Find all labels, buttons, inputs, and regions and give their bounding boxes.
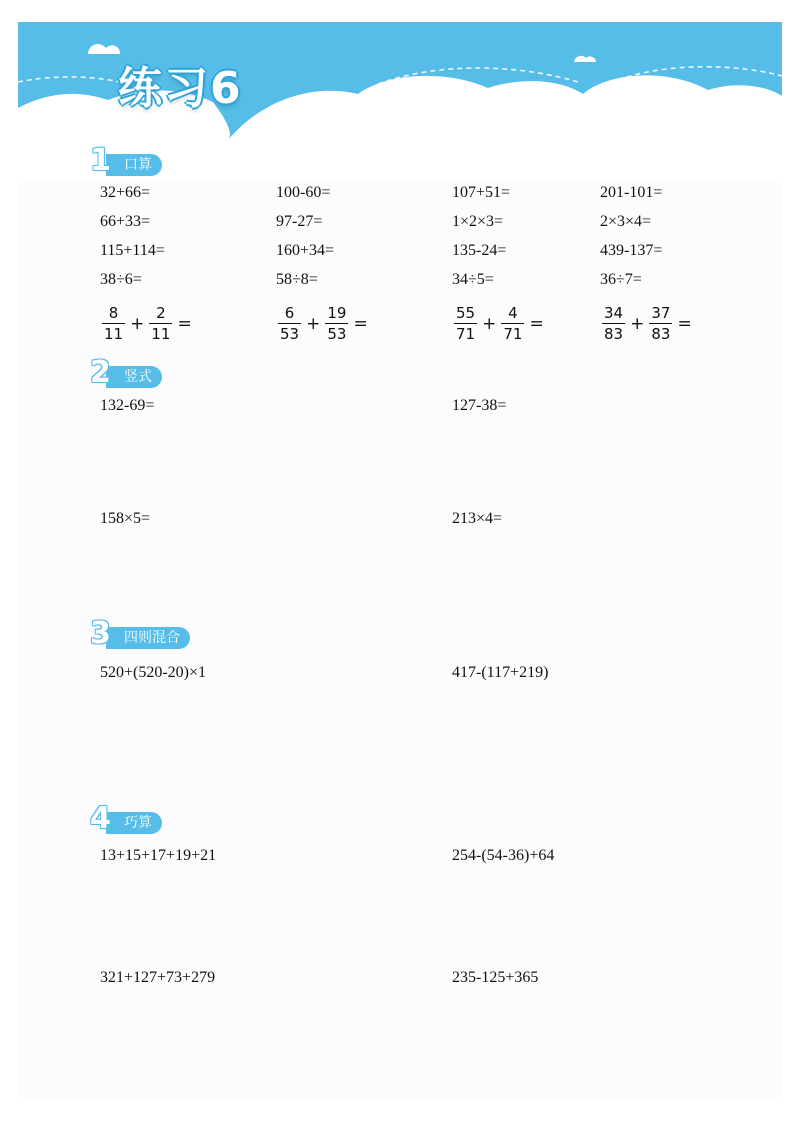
worksheet-page <box>18 22 782 1102</box>
section-3-label: 四则混合 <box>106 627 190 649</box>
fraction-problem <box>276 304 371 343</box>
problem: 135-24= <box>452 242 507 259</box>
problem: 520+(520-20)×1 <box>100 664 207 681</box>
fraction <box>501 304 524 343</box>
fraction <box>149 304 172 343</box>
fraction <box>602 304 625 343</box>
operator: + <box>482 313 497 334</box>
problem: 100-60= <box>276 184 331 201</box>
numerator: 8 <box>108 304 119 322</box>
operator: + <box>130 313 145 334</box>
problem: 321+127+73+279 <box>100 969 216 986</box>
problem: 38÷6= <box>100 271 142 288</box>
problem: 32+66= <box>100 184 151 201</box>
equals-sign: = <box>677 313 692 334</box>
problem: 58÷8= <box>276 271 318 288</box>
problem: 439-137= <box>600 242 663 259</box>
equals-sign: = <box>529 313 544 334</box>
equals-sign: = <box>177 313 192 334</box>
numerator: 37 <box>651 304 671 322</box>
denominator: 11 <box>151 325 171 343</box>
operator: + <box>630 313 645 334</box>
numerator: 34 <box>604 304 624 322</box>
fraction <box>649 304 672 343</box>
operator: + <box>306 313 321 334</box>
numerator: 55 <box>456 304 476 322</box>
numerator: 2 <box>156 304 166 322</box>
fraction <box>325 304 348 343</box>
problem: 13+15+17+19+21 <box>100 847 217 864</box>
section-2-number: 2 <box>90 355 111 390</box>
section-3-number: 3 <box>90 616 111 651</box>
problem: 34÷5= <box>452 271 494 288</box>
problem: 2×3×4= <box>600 213 652 230</box>
denominator: 71 <box>456 325 476 343</box>
problem: 132-69= <box>100 397 155 414</box>
numerator: 6 <box>284 304 295 322</box>
equals-sign: = <box>353 313 368 334</box>
problem: 235-125+365 <box>452 969 539 986</box>
section-4-number: 4 <box>90 801 111 836</box>
fraction-problem <box>452 304 547 343</box>
numerator: 19 <box>327 304 347 322</box>
fraction-problem <box>600 304 695 343</box>
fraction <box>454 304 477 343</box>
problem: 1×2×3= <box>452 213 504 230</box>
section-4-label: 巧算 <box>106 812 162 834</box>
denominator: 71 <box>503 325 523 343</box>
denominator: 53 <box>327 325 347 343</box>
section-1-number: 1 <box>90 143 111 178</box>
fraction-problem <box>100 304 195 343</box>
problem: 127-38= <box>452 397 507 414</box>
denominator: 83 <box>651 325 671 343</box>
denominator: 53 <box>280 325 300 343</box>
fraction <box>278 304 301 343</box>
problem: 417-(117+219) <box>452 664 549 681</box>
problem: 158×5= <box>100 510 151 527</box>
fraction <box>102 304 125 343</box>
page-title: 练习6 <box>118 63 243 114</box>
problem: 36÷7= <box>600 271 642 288</box>
problem: 254-(54-36)+64 <box>452 847 555 864</box>
problem: 97-27= <box>276 213 323 230</box>
denominator: 83 <box>604 325 624 343</box>
problem: 107+51= <box>452 184 511 201</box>
denominator: 11 <box>104 325 124 343</box>
problem: 66+33= <box>100 213 151 230</box>
numerator: 4 <box>508 304 518 322</box>
section-1-label: 口算 <box>106 154 162 176</box>
section-2-label: 竖式 <box>106 366 162 388</box>
problem: 213×4= <box>452 510 503 527</box>
problem: 115+114= <box>100 242 165 259</box>
problem: 160+34= <box>276 242 335 259</box>
problem: 201-101= <box>600 184 663 201</box>
